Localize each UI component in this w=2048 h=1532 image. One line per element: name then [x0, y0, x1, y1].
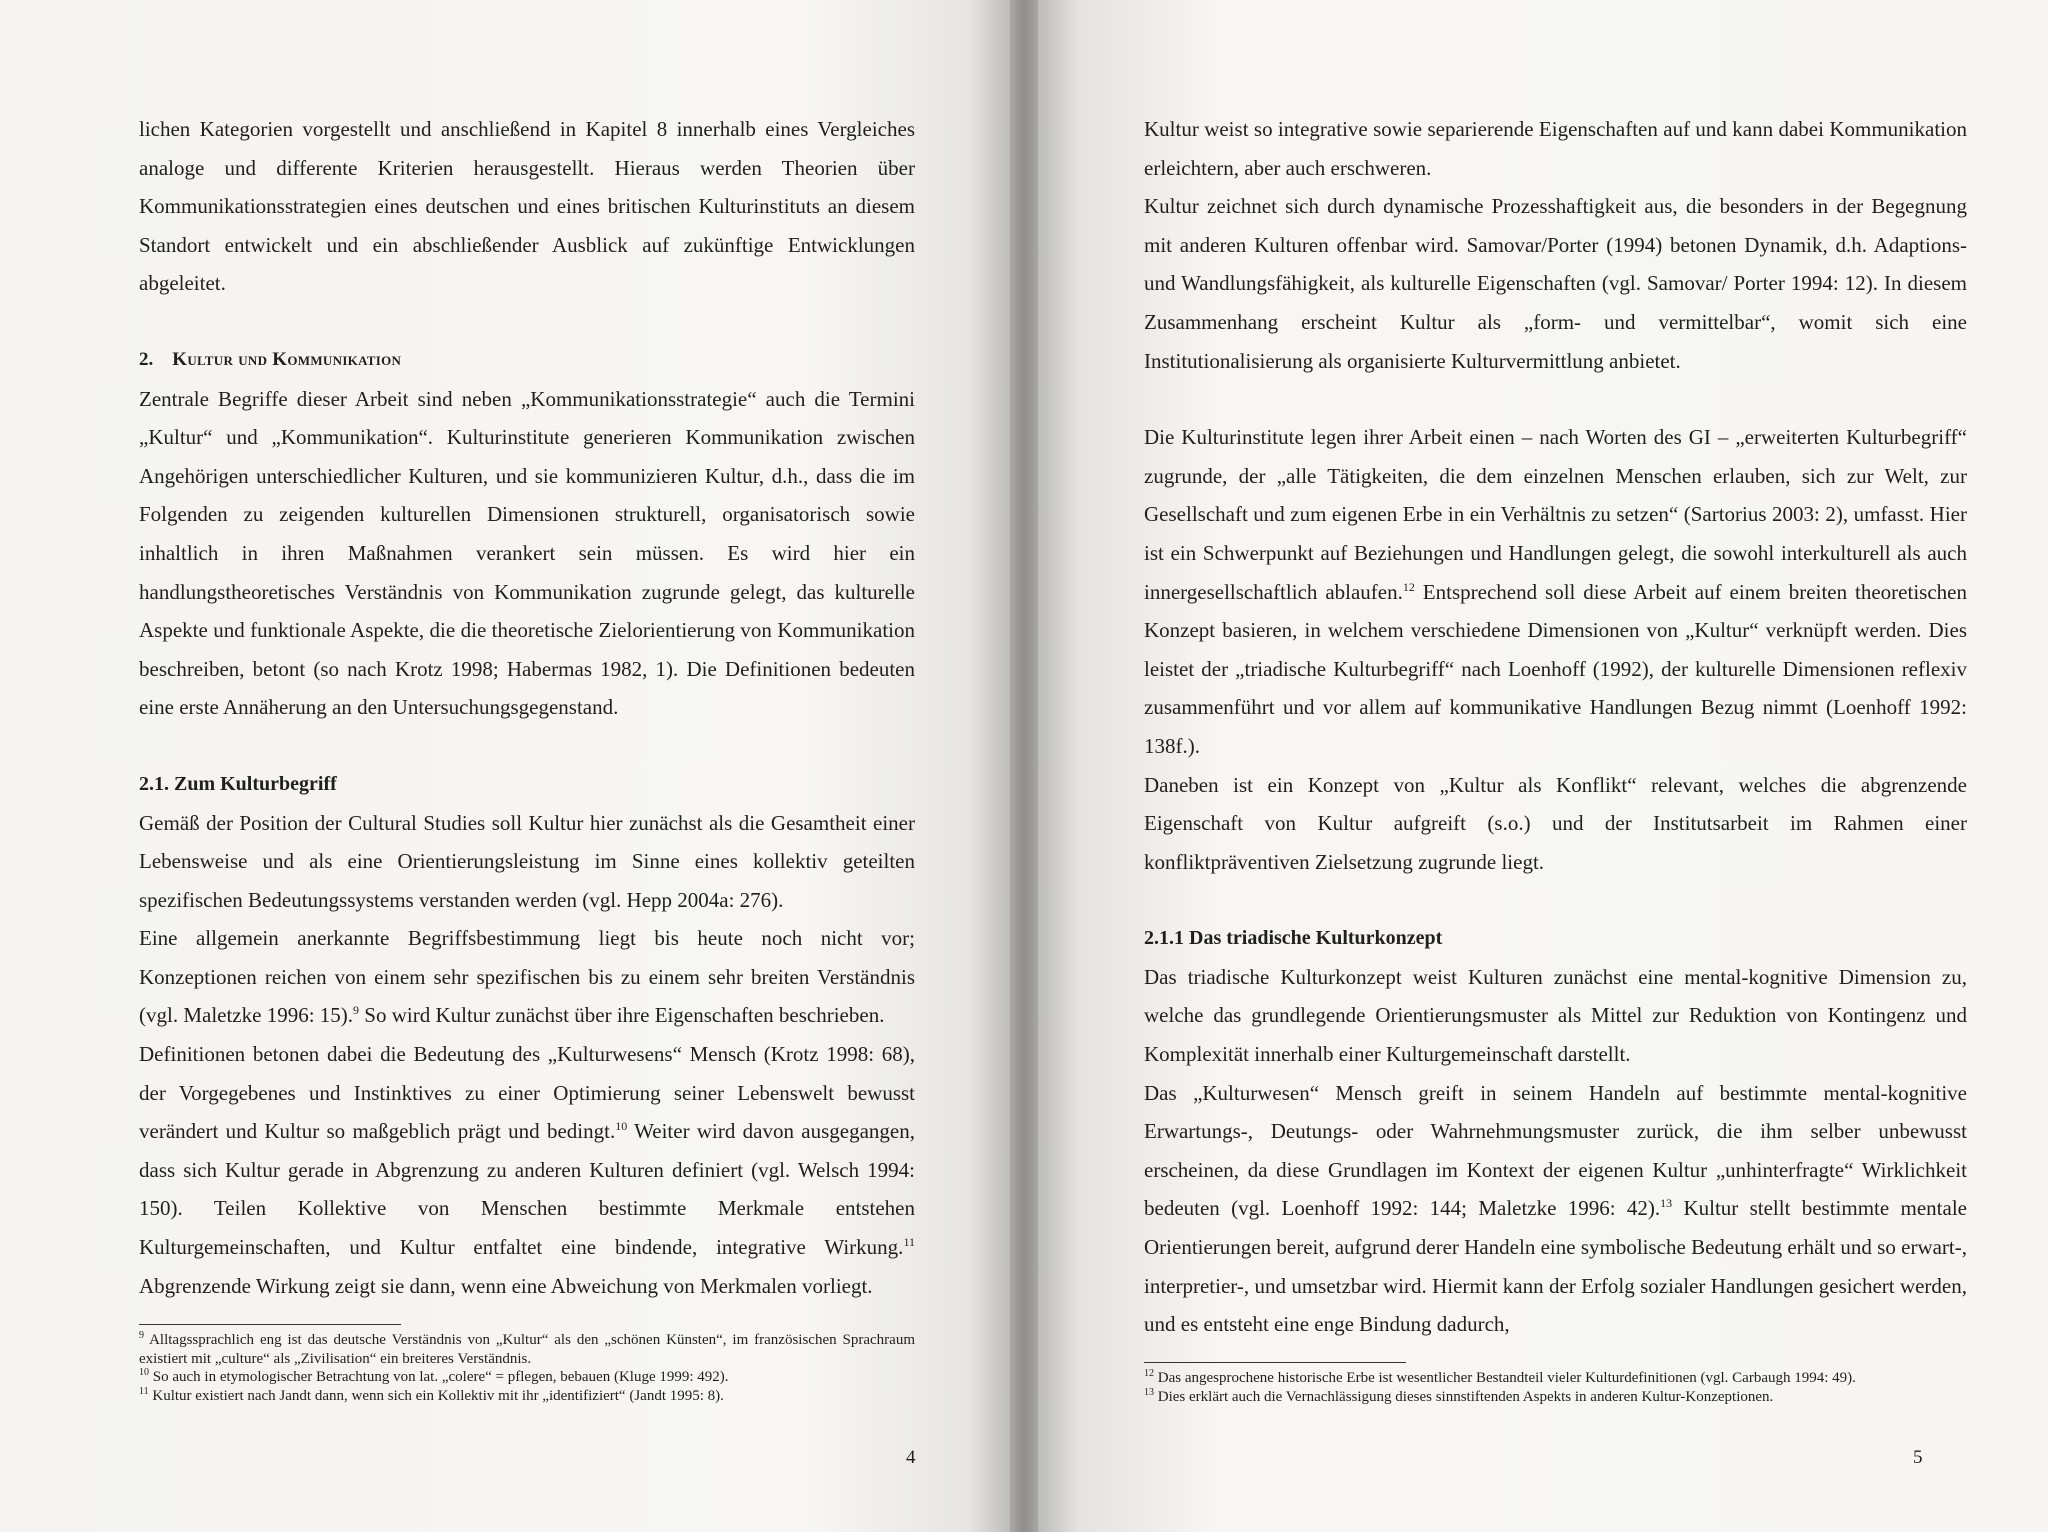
subsection-heading: 2.1.1 Das triadische Kulturkonzept	[1144, 927, 1443, 950]
footnote-rule	[139, 1324, 401, 1325]
footnote: $^{12}$ Das angesprochene historische Erbe ist wesentlicher Bestandteil vieler Kulturdefinitionen (vgl. Carbaugh 1994: 49).	[1144, 1368, 1856, 1386]
section-title: Kultur und Kommunikation	[172, 348, 402, 370]
footnote-rule	[1144, 1362, 1406, 1363]
paragraph: Das „Kulturwesen“ Mensch greift in seinem Handeln auf bestimmte mental-kognitive Erwartungs-, Deutungs- oder Wahrnehmungsmuster zurück, die ihm selber unbewusst erscheinen, da diese Grundlagen im Kontext der eigenen Kultur „unhinterfragte“ Wirklichkeit bedeuten (vgl. Loenhoff 1992: 144; Maletzke 1996: 42).$^{13}$ Kultur stellt bestimmte mentale Orientierungen bereit, aufgrund derer Handeln eine symbolische Bedeutung erhält und so erwart-, interpretier-, und umsetzbar wird. Hiermit kann der Erfolg sozialer Handlungen gesichert werden, und es entsteht eine enge Bindung dadurch,	[1144, 1080, 1967, 1337]
subsection-heading: 2.1. Zum Kulturbegriff	[139, 772, 337, 795]
footnote-ref: 11	[903, 1235, 915, 1250]
section-number: 2.	[139, 348, 154, 370]
paragraph: Die Kulturinstitute legen ihrer Arbeit einen – nach Worten des GI – „erweiterten Kulturbegriff“ zugrunde, der „alle Tätigkeiten, die dem einzelnen Menschen erlauben, sich zur Welt, zur Gesellschaft und zum eigenen Erbe in ein Verhältnis zu setzen“ (Sartorius 2003: 2), umfasst. Hier ist ein Schwerpunkt auf Beziehungen und Handlungen gelegt, die sowohl interkulturell als auch innergesellschaftlich ablaufen.$^{12}$ Entsprechend soll diese Arbeit auf einem breiten theoretischen Konzept basieren, in welchem verschiedene Dimensionen von „Kultur“ verknüpft werden. Dies leistet der „triadische Kulturbegriff“ nach Loenhoff (1992), der kulturelle Dimensionen reflexiv zusammenführt und vor allem auf kommunikative Handlungen Bezug nimmt (Loenhoff 1992: 138f.).	[1144, 425, 1967, 758]
footnote-ref: 13	[1660, 1196, 1673, 1211]
footnote: $^{11}$ Kultur existiert nach Jandt dann, wenn sich ein Kollektiv mit ihr „identifiziert“ (Jandt 1995: 8).	[139, 1385, 724, 1404]
book-gutter	[1010, 0, 1038, 1532]
intro-paragraph: lichen Kategorien vorgestellt und anschließend in Kapitel 8 innerhalb eines Vergleiches analoge und differente Kriterien herausgestellt. Hieraus werden Theorien über Kommunikationsstrategien eines deutschen und eines britischen Kulturinstituts an diesem Standort entwickelt und ein abschließender Ausblick auf zukünftige Entwicklungen abgeleitet.	[139, 117, 915, 296]
paragraph: Daneben ist ein Konzept von „Kultur als Konflikt“ relevant, welches die abgrenzende Eigenschaft von Kultur aufgreift (s.o.) und der Institutsarbeit im Rahmen einer konfliktpräventiven Zielsetzung zugrunde liegt.	[1144, 772, 1967, 874]
right-page-body	[1144, 110, 1967, 1344]
paragraph: Gemäß der Position der Cultural Studies soll Kultur hier zunächst als die Gesamtheit einer Lebensweise und als eine Orientierungsleistung im Sinne eines kollektiv geteilten spezifischen Bedeutungssystems verstanden werden (vgl. Hepp 2004a: 276).	[139, 810, 915, 912]
left-page	[0, 0, 1010, 1532]
left-footnotes	[139, 1324, 915, 1405]
page-number: 4	[906, 1447, 916, 1468]
section-heading	[139, 341, 915, 380]
paragraph: Kultur weist so integrative sowie separierende Eigenschaften auf und kann dabei Kommunikation erleichtern, aber auch erschweren.	[1144, 117, 1967, 180]
paragraph: Eine allgemein anerkannte Begriffsbestimmung liegt bis heute noch nicht vor; Konzeptionen reichen von einem sehr spezifischen bis zu einem sehr breiten Verständnis (vgl. Maletzke 1996: 15).$^9$ So wird Kultur zunächst über ihre Eigenschaften beschrieben.	[139, 926, 915, 1028]
right-page	[1038, 0, 2048, 1532]
paragraph: Kultur zeichnet sich durch dynamische Prozesshaftigkeit aus, die besonders in der Begegnung mit anderen Kulturen offenbar wird. Samovar/Porter (1994) betonen Dynamik, d.h. Adaptions- und Wandlungsfähigkeit, als kulturelle Eigenschaften (vgl. Samovar/ Porter 1994: 12). In diesem Zusammenhang erscheint Kultur als „form- und vermittelbar“, womit sich eine Institutionalisierung als organisierte Kulturvermittlung anbietet.	[1144, 194, 1967, 373]
paragraph: Das triadische Kulturkonzept weist Kulturen zunächst eine mental-kognitive Dimension zu, welche das grundlegende Orientierungsmuster als Mittel zur Reduktion von Kontingenz und Komplexität innerhalb einer Kulturgemeinschaft darstellt.	[1144, 964, 1967, 1067]
left-page-body	[139, 110, 915, 1305]
footnote-ref: 12	[1402, 579, 1415, 594]
footnote: $^{13}$ Dies erklärt auch die Vernachlässigung dieses sinnstiftenden Aspekts in anderen Kultur-Konzeptionen.	[1144, 1386, 1774, 1405]
footnote-ref: 10	[615, 1119, 628, 1134]
right-footnotes	[1144, 1362, 1967, 1406]
footnote: $^9$ Alltagssprachlich eng ist das deutsche Verständnis von „Kultur“ als den „schönen Künsten“, im französischen Sprachraum existiert mit „culture“ als „Zivilisation“ ein breiteres Verständnis.	[139, 1330, 915, 1367]
paragraph: Definitionen betonen dabei die Bedeutung des „Kulturwesens“ Mensch (Krotz 1998: 68), der Vorgegebenes und Instinktives zu einer Optimierung seiner Lebenswelt bewusst verändert und Kultur so maßgeblich prägt und bedingt.$^{10}$ Weiter wird davon ausgegangen, dass sich Kultur gerade in Abgrenzung zu anderen Kulturen definiert (vgl. Welsch 1994: 150). Teilen Kollektive von Menschen bestimmte Merkmale entstehen Kulturgemeinschaften, und Kultur entfaltet eine bindende, integrative Wirkung.$^{11}$ Abgrenzende Wirkung zeigt sie dann, wenn eine Abweichung von Merkmalen vorliegt.	[139, 1042, 915, 1298]
footnote-ref: 9	[353, 1003, 360, 1018]
section-paragraph: Zentrale Begriffe dieser Arbeit sind neben „Kommunikationsstrategie“ auch die Termini „Kultur“ und „Kommunikation“. Kulturinstitute generieren Kommunikation zwischen Angehörigen unterschiedlicher Kulturen, und sie kommunizieren Kultur, d.h., dass die im Folgenden zu zeigenden kulturellen Dimensionen strukturell, organisatorisch sowie inhaltlich in ihren Maßnahmen verankert sein müssen. Es wird hier ein handlungstheoretisches Verständnis von Kommunikation zugrunde gelegt, das kulturelle Aspekte und funktionale Aspekte, die die theoretische Zielorientierung von Kommunikation beschreiben, betont (so nach Krotz 1998; Habermas 1982, 1). Die Definitionen bedeuten eine erste Annäherung an den Untersuchungsgegenstand.	[139, 386, 915, 720]
footnote: $^{10}$ So auch in etymologischer Betrachtung von lat. „colere“ = pflegen, bebauen (Kluge 1999: 492).	[139, 1367, 729, 1385]
page-number: 5	[1913, 1447, 1923, 1468]
